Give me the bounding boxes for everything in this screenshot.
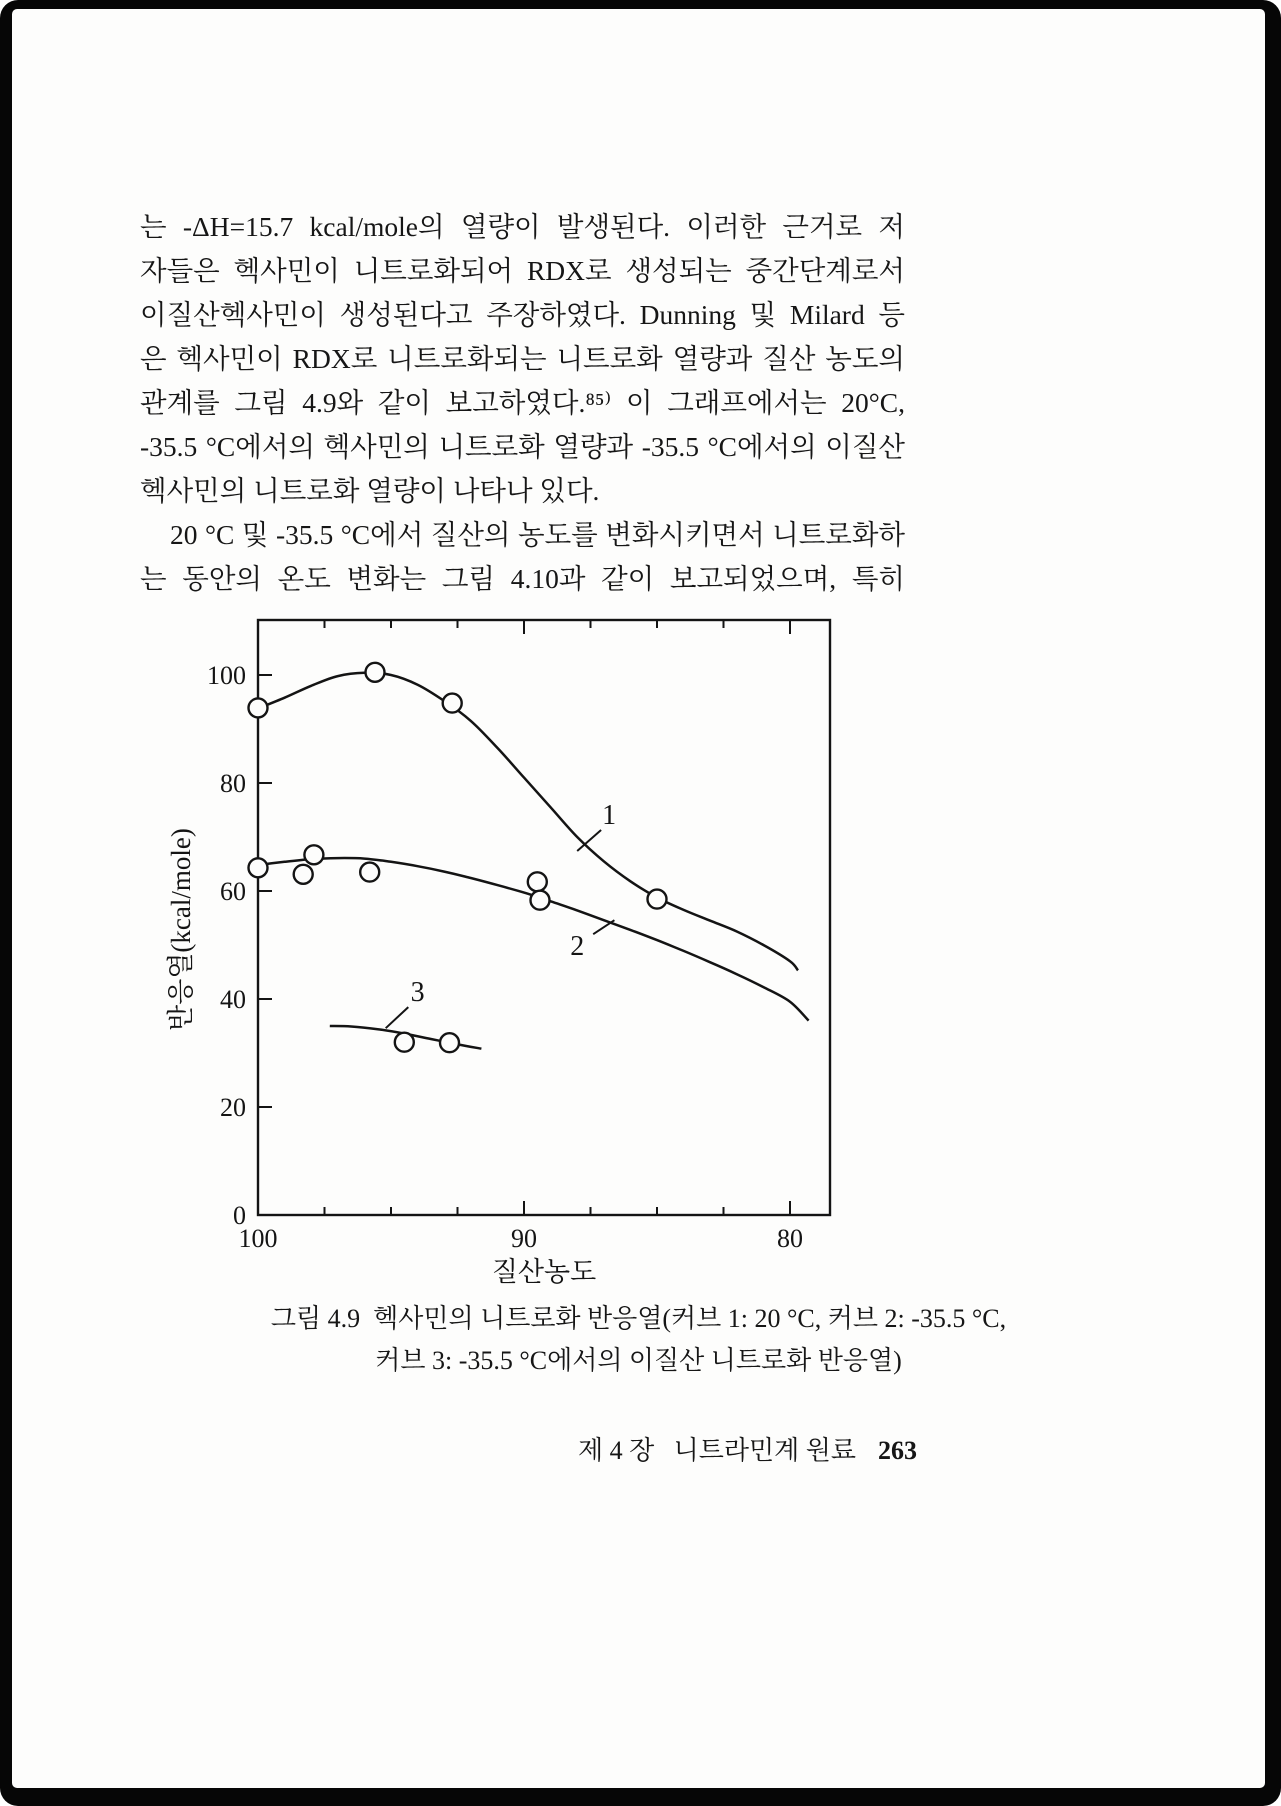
- series-1-point: [648, 890, 667, 909]
- body-line: 20 °C 및 -35.5 °C에서 질산의 농도를 변화시키면서 니트로화하: [170, 519, 905, 550]
- series-3-point: [395, 1033, 414, 1052]
- x-tick-label: 100: [238, 1224, 278, 1253]
- x-tick-label: 80: [777, 1224, 803, 1253]
- y-tick-label: 60: [220, 877, 246, 906]
- chapter-title: 제 4 장 니트라민계 원료: [577, 1436, 856, 1465]
- body-line: 은 헥사민이 RDX로 니트로화되는 니트로화 열량과 질산 농도의: [140, 343, 905, 374]
- y-tick-label: 40: [220, 985, 246, 1014]
- series-1-point: [249, 698, 268, 717]
- series-1-point: [443, 694, 462, 713]
- figure-caption: [12, 1298, 1265, 1382]
- body-line: 이질산헥사민이 생성된다고 주장하였다. Dunning 및 Milard 등: [140, 299, 905, 330]
- series-2-leader: [593, 920, 614, 934]
- figure-4-9: [140, 610, 900, 1290]
- body-line: 자들은 헥사민이 니트로화되어 RDX로 생성되는 중간단계로서: [140, 255, 905, 286]
- y-axis-label: 반응열(kcal/mole): [166, 828, 196, 1031]
- series-3-label: 3: [410, 977, 425, 1008]
- page-number: 263: [878, 1436, 917, 1465]
- series-2-point: [360, 863, 379, 882]
- body-text: [12, 9, 905, 601]
- x-tick-label: 90: [511, 1224, 537, 1253]
- series-1-label: 1: [602, 799, 617, 831]
- page-paper: [12, 9, 1265, 1788]
- figure-caption-line2: 커브 3: -35.5 °C에서의 이질산 니트로화 반응열): [375, 1346, 902, 1375]
- body-line: 관계를 그림 4.9와 같이 보고하였다.⁸⁵⁾ 이 그래프에서는 20°C,: [140, 387, 905, 418]
- series-3-leader: [386, 1007, 409, 1028]
- series-2-point: [249, 858, 268, 877]
- series-1-curve: [258, 673, 798, 971]
- figure-caption-line1: 그림 4.9 헥사민의 니트로화 반응열(커브 1: 20 °C, 커브 2: -35.5 °C,: [270, 1304, 1007, 1333]
- nitration-heat-chart: [140, 610, 900, 1290]
- y-tick-label: 80: [220, 769, 246, 798]
- series-2-label: 2: [570, 931, 585, 963]
- x-axis-label: 질산농도: [491, 1257, 597, 1287]
- y-tick-label: 100: [207, 661, 246, 690]
- series-2-point: [528, 872, 547, 891]
- series-1-point: [366, 663, 385, 682]
- series-3-point: [440, 1033, 459, 1052]
- body-line: 는 동안의 온도 변화는 그림 4.10과 같이 보고되었으며, 특히: [140, 563, 905, 594]
- y-tick-label: 0: [233, 1201, 246, 1230]
- series-2-point: [304, 845, 323, 864]
- body-line: 는 -ΔH=15.7 kcal/mole의 열량이 발생된다. 이러한 근거로 저: [140, 211, 905, 242]
- page-footer: [140, 1400, 917, 1497]
- body-line: -35.5 °C에서의 헥사민의 니트로화 열량과 -35.5 °C에서의 이질산: [140, 431, 905, 462]
- series-2-point: [294, 865, 313, 884]
- y-tick-label: 20: [220, 1093, 246, 1122]
- body-line: 헥사민의 니트로화 열량이 나타나 있다.: [140, 475, 600, 506]
- series-2-point: [531, 891, 550, 910]
- plot-frame: [258, 620, 830, 1215]
